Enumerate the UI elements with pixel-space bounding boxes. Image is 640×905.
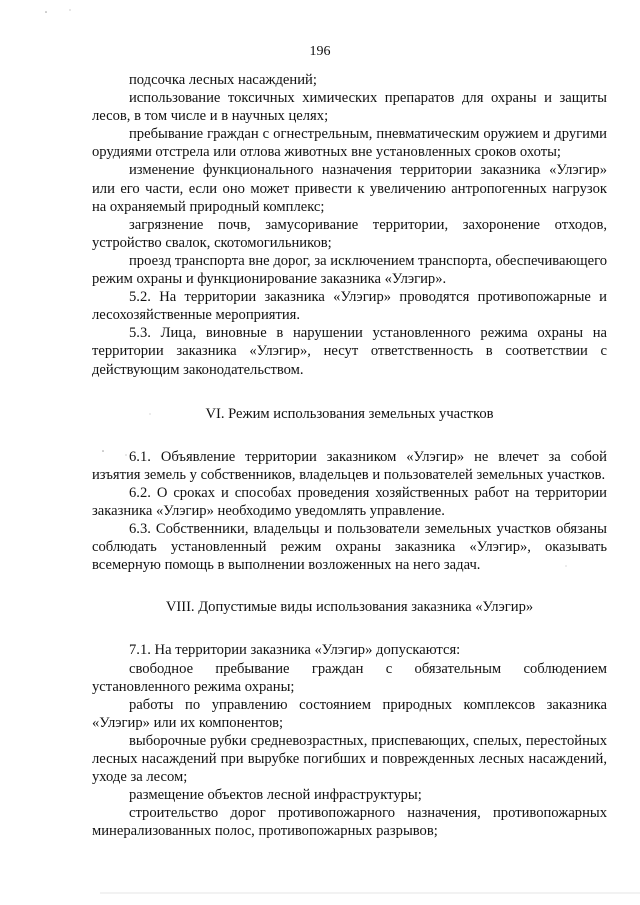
paragraph: загрязнение почв, замусоривание территории, захоронение отходов, устройство свалок, скотомогильников; [92, 216, 607, 251]
paragraph: 5.3. Лица, виновные в нарушении установленного режима охраны на территории заказника «Улэгир», несут ответственность в соответствии с действующим законодательством. [92, 325, 607, 378]
paragraph: 6.1. Объявление территории заказником «Улэгир» не влечет за собой изъятия земель у собственников, владельцев и пользователей земельных участков. [92, 448, 607, 483]
section-heading-8: VIII. Допустимые виды использования заказника «Улэгир» [165, 599, 534, 616]
paragraph: 7.1. На территории заказника «Улэгир» допускаются: [129, 642, 461, 659]
paragraph: 6.2. О сроках и способах проведения хозяйственных работ на территории заказника «Улэгир» необходимо уведомлять управление. [92, 484, 607, 519]
section-heading-6: VI. Режим использования земельных участков [205, 405, 494, 422]
paragraph: строительство дорог противопожарного назначения, противопожарных минерализованных полос, противопожарных разрывов; [92, 805, 607, 840]
document-body [92, 71, 607, 840]
paragraph: 5.2. На территории заказника «Улэгир» проводятся противопожарные и лесохозяйственные мероприятия. [92, 289, 607, 324]
paragraph: свободное пребывание граждан с обязательным соблюдением установленного режима охраны; [92, 660, 607, 695]
page-number: 196 [309, 44, 331, 59]
paragraph: 6.3. Собственники, владельцы и пользователи земельных участков обязаны соблюдать установленный режим охраны заказника «Улэгир», оказывать всемерную помощь в выполнении возложенных на него задач. [92, 521, 607, 574]
paragraph: работы по управлению состоянием природных комплексов заказника «Улэгир» или их компонентов; [92, 696, 607, 731]
paragraph: пребывание граждан с огнестрельным, пневматическим оружием и другими орудиями отстрела или отлова животных вне установленных сроков охоты; [92, 126, 607, 161]
paragraph: проезд транспорта вне дорог, за исключением транспорта, обеспечивающего режим охраны и функционирование заказника «Улэгир». [92, 252, 607, 288]
paragraph: размещение объектов лесной инфраструктуры; [129, 787, 422, 804]
paragraph: выборочные рубки средневозрастных, приспевающих, спелых, перестойных лесных насаждений при вырубке погибших и поврежденных лесных насаждений, уходе за лесом; [92, 732, 607, 786]
paragraph: подсочка лесных насаждений; [129, 72, 317, 88]
paragraph: изменение функционального назначения территории заказника «Улэгир» или его части, если оно может привести к увеличению антропогенных нагрузок на охраняемый природный комплекс; [92, 162, 607, 215]
paragraph: использование токсичных химических препаратов для охраны и защиты лесов, в том числе и в научных целях; [92, 90, 607, 125]
